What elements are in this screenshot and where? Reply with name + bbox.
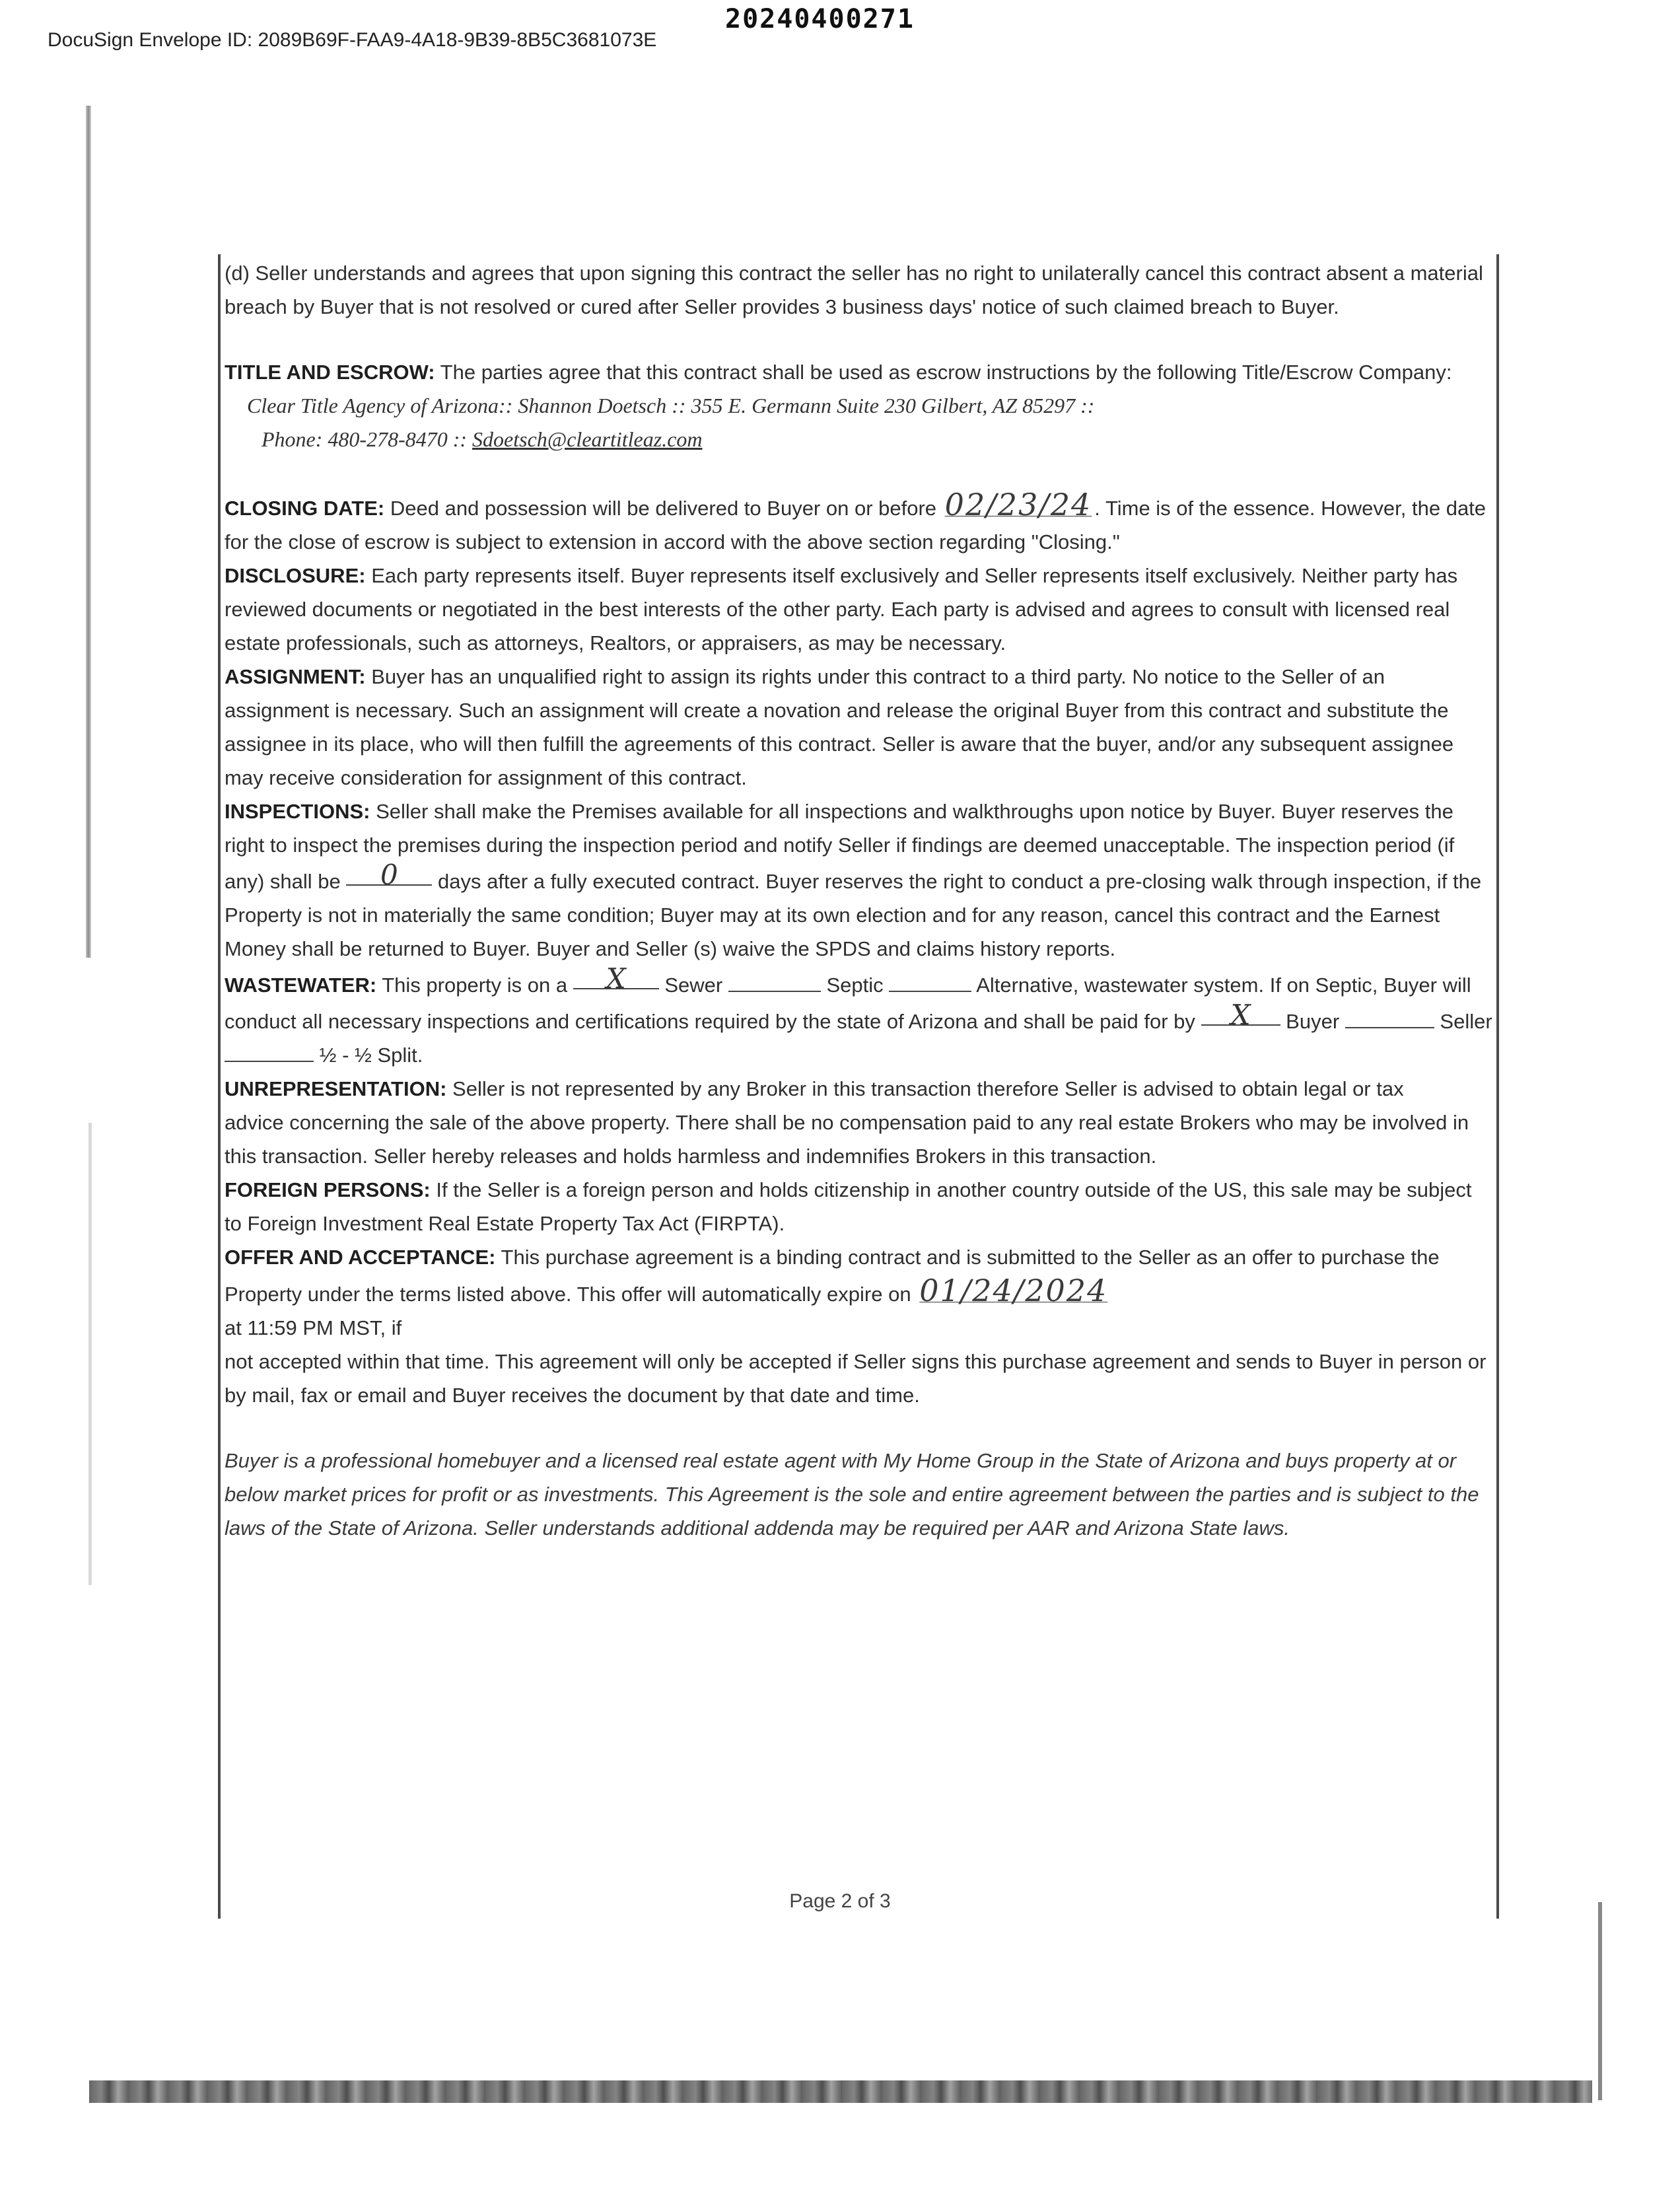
- title-escrow-section: [225, 355, 1492, 389]
- wastewater-lead: This property is on a: [382, 974, 568, 997]
- offer-acceptance-section: [225, 1240, 1492, 1311]
- closing-date-text-after: . Time is of the essence. However, the date for the close of escrow is subject to extension in accord with the above section regarding "Closing.": [225, 497, 1487, 553]
- title-escrow-heading: TITLE AND ESCROW:: [225, 361, 435, 384]
- escrow-phone: Phone: 480-278-8470 ::: [262, 427, 468, 451]
- unrepresentation-text1: Seller is not represented by any Broker in this transaction therefore Seller is advised to obtain legal or tax: [452, 1077, 1404, 1100]
- buyer-pays-field: [1201, 999, 1280, 1031]
- offer-text-after: not accepted within that time. This agreement will only be accepted if Seller signs this purchase agreement and sends to Buyer in person or by mail, fax or email and Buyer receives the document by that date and time.: [225, 1350, 1487, 1407]
- wastewater-heading: WASTEWATER:: [225, 974, 377, 997]
- assignment-section: [225, 660, 1492, 795]
- escrow-phone-line: [225, 423, 1492, 456]
- unrepresentation-heading: UNREPRESENTATION:: [225, 1077, 447, 1100]
- buyer-label: Buyer: [1286, 1010, 1340, 1033]
- buyer-pays-checkmark: X: [1230, 999, 1251, 1031]
- offer-expiry-handwritten: 01/24/2024: [919, 1273, 1108, 1308]
- inspections-text-after: days after a fully executed contract. Buyer reserves the right to conduct a pre-closing walk through inspection, if the Property is not in materially the same condition; Buyer may at its own election and for any reason, cancel this contract and the Earnest Money shall be returned to Buyer. Buyer and Seller (s) waive the SPDS and claims history reports.: [225, 870, 1482, 960]
- escrow-company-line: Clear Title Agency of Arizona:: Shannon Doetsch :: 355 E. Germann Suite 230 Gilbert, AZ 85297 ::: [247, 394, 1095, 417]
- seller-pays-field: [1345, 1005, 1434, 1028]
- seller-label: Seller: [1440, 1010, 1492, 1033]
- scan-artifact-left-lower: [88, 1123, 92, 1585]
- foreign-persons-heading: FOREIGN PERSONS:: [225, 1178, 431, 1201]
- inspection-days-handwritten: 0: [380, 859, 398, 891]
- buyer-disclosure-note: Buyer is a professional homebuyer and a licensed real estate agent with My Home Group in the State of Arizona and buys property at or below market prices for profit or as investments. This Agreement is the sole and entire agreement between the parties and is subject to the laws of the State of Arizona. Seller understands additional addenda may be required per AAR and Arizona State laws.: [225, 1449, 1479, 1540]
- sewer-field: [573, 962, 659, 995]
- assignment-heading: ASSIGNMENT:: [225, 665, 366, 688]
- offer-time: at 11:59 PM MST, if: [225, 1316, 402, 1339]
- disclosure-section: [225, 559, 1492, 660]
- offer-acceptance-heading: OFFER AND ACCEPTANCE:: [225, 1246, 496, 1269]
- alternative-label: Alternative, wastewater system.: [976, 974, 1265, 997]
- clause-d: (d) Seller understands and agrees that upon signing this contract the seller has no right to unilaterally cancel this contract absent a material breach by Buyer that is not resolved or cured after Seller provides 3 business days' notice of such claimed breach to Buyer.: [225, 262, 1483, 318]
- offer-text: This purchase agreement is a binding contract and is submitted to the Seller as an offer to purchase the Property under the terms listed above. This offer will automatically expire on: [225, 1246, 1440, 1306]
- split-label: ½ - ½ Split.: [319, 1044, 423, 1067]
- contract-body: [225, 256, 1492, 1545]
- foreign-persons-section: [225, 1173, 1492, 1240]
- escrow-email-link[interactable]: Sdoetsch@cleartitleaz.com: [472, 427, 703, 451]
- inspections-section: [225, 795, 1492, 966]
- split-field: [225, 1038, 314, 1062]
- closing-date-heading: CLOSING DATE:: [225, 497, 385, 520]
- foreign-persons-text: If the Seller is a foreign person and holds citizenship in another country outside of the US, this sale may be subject to Foreign Investment Real Estate Property Tax Act (FIRPTA).: [225, 1178, 1472, 1235]
- unrepresentation-text2: advice concerning the sale of the above property. There shall be no compensation paid to any real estate Brokers who may be involved in this transaction. Seller hereby releases and holds harmless and indemnifies Brokers in this transaction.: [225, 1111, 1469, 1168]
- sewer-label: Sewer: [664, 974, 723, 997]
- page-number: Page 2 of 3: [789, 1890, 891, 1912]
- recording-number: 20240400271: [725, 4, 915, 34]
- closing-date-section: [225, 488, 1492, 559]
- wastewater-line2: If on Septic, Buyer will conduct all necessary inspections and certifications required by the state of Arizona and shall be paid for by: [225, 974, 1471, 1033]
- disclosure-heading: DISCLOSURE:: [225, 564, 366, 587]
- disclosure-text: Each party represents itself. Buyer represents itself exclusively and Seller represents itself exclusively. Neither party has reviewed documents or negotiated in the best interests of the other party. Each party is advised and agrees to consult with licensed real estate professionals, such as attorneys, Realtors, or appraisers, as may be necessary.: [225, 564, 1458, 655]
- inspection-days-field: [346, 859, 432, 891]
- docusign-envelope-id: DocuSign Envelope ID: 2089B69F-FAA9-4A18-9B39-8B5C3681073E: [48, 29, 657, 51]
- title-escrow-text: The parties agree that this contract shall be used as escrow instructions by the following Title/Escrow Company:: [440, 361, 1452, 384]
- scan-artifact-left: [86, 106, 91, 958]
- assignment-text: Buyer has an unqualified right to assign its rights under this contract to a third party. No notice to the Seller of an assignment is necessary. Such an assignment will create a novation and release the original Buyer from this contract and substitute the assignee in its place, who will then fulfill the agreements of this contract. Seller is aware that the buyer, and/or any subsequent assignee may receive consideration for assignment of this contract.: [225, 665, 1454, 789]
- closing-date-text: Deed and possession will be delivered to Buyer on or before: [390, 497, 937, 520]
- sewer-checkmark: X: [606, 962, 626, 995]
- scan-artifact-bottom: [89, 2080, 1592, 2103]
- scan-artifact-right: [1598, 1902, 1602, 2100]
- alternative-field: [889, 968, 971, 992]
- septic-field: [728, 968, 821, 992]
- closing-date-handwritten: 02/23/24: [944, 487, 1092, 522]
- unrepresentation-section: [225, 1072, 1492, 1106]
- inspections-text: Seller shall make the Premises available for all inspections and walkthroughs upon notice by Buyer. Buyer reserves the right to inspect the premises during the inspection period and notify Seller if findings are deemed unacceptable. The inspection period (if any) shall be: [225, 800, 1455, 893]
- inspections-heading: INSPECTIONS:: [225, 800, 370, 823]
- septic-label: Septic: [826, 974, 884, 997]
- wastewater-section: [225, 962, 1492, 1072]
